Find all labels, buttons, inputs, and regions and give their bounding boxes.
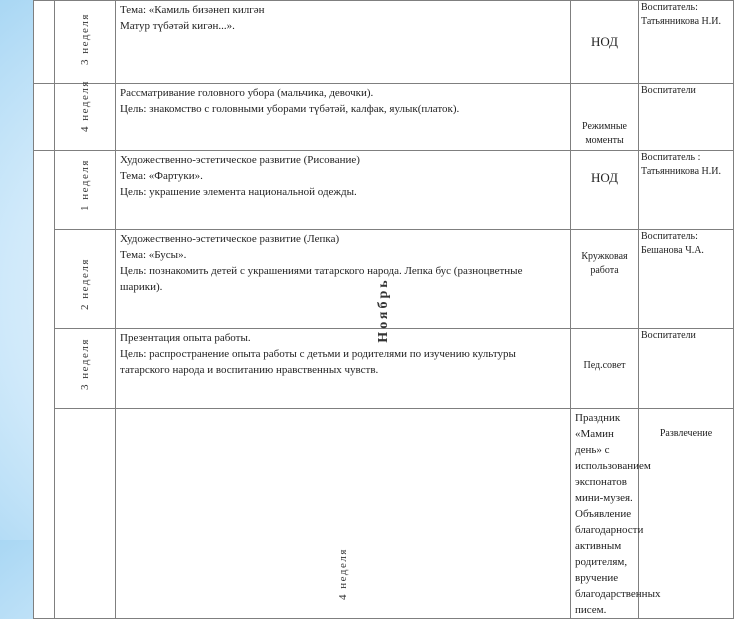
activity-type: Развлечение <box>659 428 713 439</box>
table-row <box>34 409 734 619</box>
responsible-cell <box>639 1 734 84</box>
week-cell <box>55 151 116 230</box>
content-cell <box>116 1 571 84</box>
week-label: 2 неделя <box>79 258 91 310</box>
content-cell <box>116 151 571 230</box>
responsible-line: Воспитатели <box>641 85 696 96</box>
responsible-line: Татьянникова Н.И. <box>641 16 721 27</box>
content-line: Тема: «Камиль бизәнеп килгән <box>120 4 265 16</box>
week-cell <box>55 1 116 84</box>
month-label: Ноябрь <box>375 276 391 343</box>
activity-type-cell <box>571 230 639 329</box>
responsible-line: Воспитатель: <box>641 2 698 13</box>
content-line: Рассматривание головного убора (мальчика, девочки). <box>120 87 374 99</box>
content-line: Тема: «Бусы». <box>120 249 187 261</box>
content-line: Тема: «Фартуки». <box>120 170 203 182</box>
week-cell <box>55 329 116 409</box>
activity-type: Режимные моменты <box>582 121 627 146</box>
content-cell <box>116 329 571 409</box>
responsible-line: Воспитатели <box>641 330 696 341</box>
content-line: Матур түбәтәй кигән...». <box>120 20 235 32</box>
table-row <box>34 1 734 84</box>
activity-type-cell <box>571 151 639 230</box>
responsible-cell <box>639 329 734 409</box>
responsible-cell <box>639 230 734 329</box>
activity-type: Кружковая работа <box>581 251 628 276</box>
responsible-line: Воспитатель : <box>641 152 701 163</box>
content-line: Цель: знакомство с головными уборами түбәтәй, калфак, яулык(платок). <box>120 103 460 115</box>
table-row <box>34 151 734 230</box>
week-label: 4 неделя <box>79 80 91 132</box>
content-line: шарики). <box>120 281 163 293</box>
week-label: 1 неделя <box>79 159 91 211</box>
activity-type-cell <box>571 329 639 409</box>
responsible-cell <box>639 84 734 151</box>
month-blank-cell <box>55 409 116 619</box>
activity-type-cell <box>639 409 734 619</box>
month-blank-cell <box>34 84 55 151</box>
content-line: Цель: познакомить детей с украшениями татарского народа. Лепка бус (разноцветные <box>120 265 523 277</box>
content-line: Художественно-эстетическое развитие (Рисование) <box>120 154 360 166</box>
content-cell <box>571 409 661 619</box>
week-label: 4 неделя <box>337 548 349 600</box>
responsible-cell <box>639 151 734 230</box>
responsible-line: Бешанова Ч.А. <box>641 245 704 256</box>
activity-type: НОД <box>591 34 618 49</box>
week-cell <box>55 80 116 151</box>
content-line: благодарности активным родителям, вручение благодарственных писем. <box>575 524 661 616</box>
content-cell <box>116 230 571 329</box>
week-label: 3 неделя <box>79 338 91 390</box>
week-cell <box>55 230 116 329</box>
content-line: Цель: распространение опыта работы с детьми и родителями по изучению культуры <box>120 348 516 360</box>
plan-table <box>33 0 734 619</box>
content-cell <box>116 84 571 151</box>
activity-type-cell <box>571 1 639 84</box>
responsible-line: Татьянникова Н.И. <box>641 166 721 177</box>
week-cell <box>116 409 571 619</box>
activity-type: Пед.совет <box>583 360 626 371</box>
responsible-line: Воспитатель: <box>641 231 698 242</box>
content-line: татарского народа и воспитанию нравственных чувств. <box>120 364 379 376</box>
table-row <box>34 84 734 151</box>
content-line: Художественно-эстетическое развитие (Лепка) <box>120 233 340 245</box>
content-line: Презентация опыта работы. <box>120 332 251 344</box>
week-label: 3 неделя <box>79 13 91 65</box>
content-line: Цель: украшение элемента национальной одежды. <box>120 186 357 198</box>
month-blank-cell <box>34 1 55 84</box>
activity-type-cell <box>571 84 639 151</box>
activity-type: НОД <box>591 170 618 185</box>
content-line: Праздник «Мамин день» с использованием экспонатов мини-музея. Объявление <box>575 412 651 520</box>
